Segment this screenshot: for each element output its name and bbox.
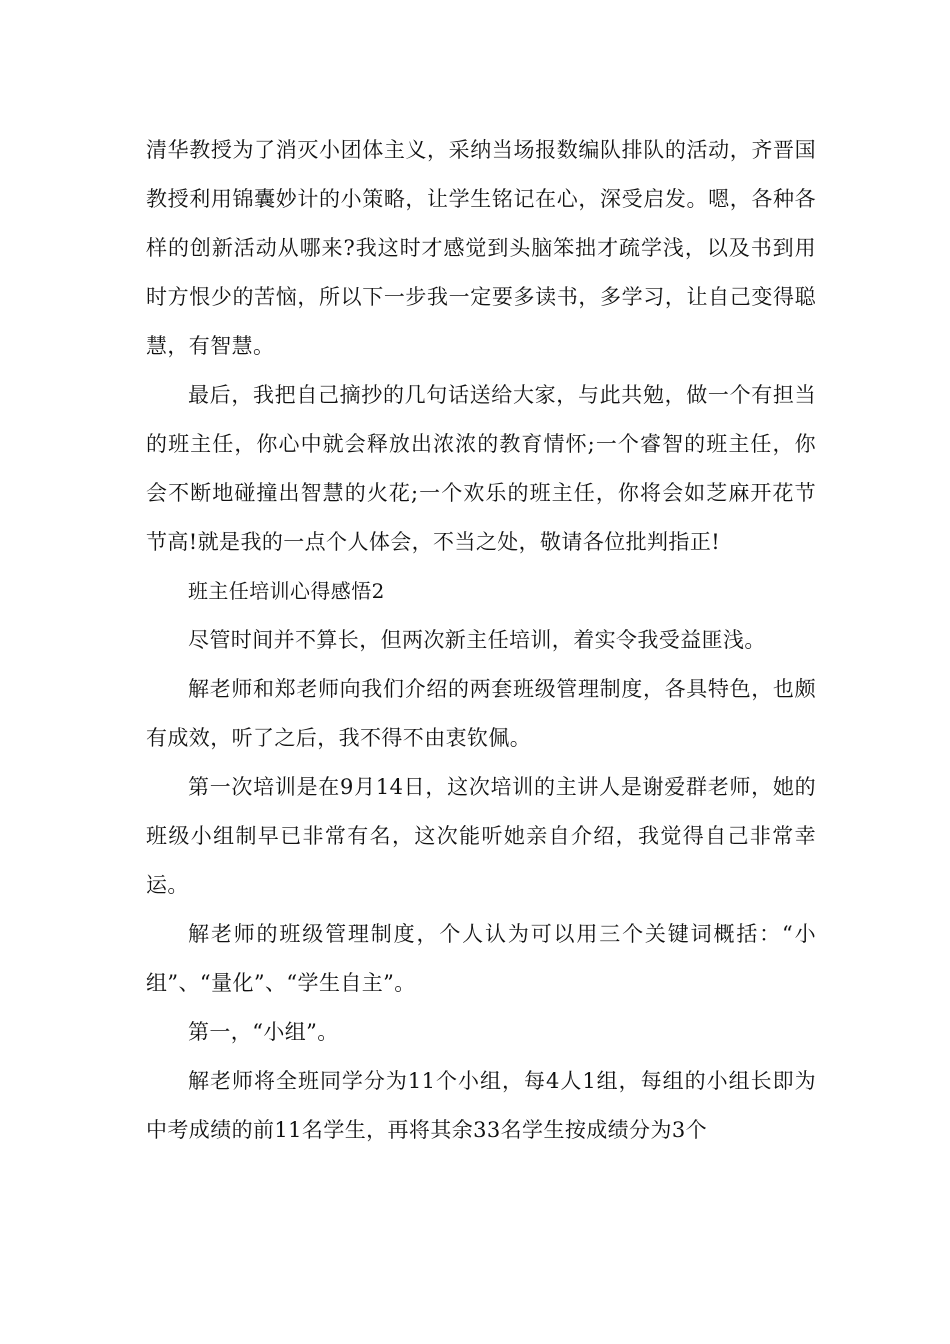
paragraph-intro: 尽管时间并不算长，但两次新主任培训，着实令我受益匪浅。	[188, 628, 766, 652]
paragraph-two-systems: 解老师和郑老师向我们介绍的两套班级管理制度，各具特色，也颇有成效，听了之后，我不得不由衷钦佩。	[146, 677, 816, 750]
paragraph-keywords: 解老师的班级管理制度，个人认为可以用三个关键词概括：“小组”、“量化”、“学生自主”。	[146, 922, 816, 995]
paragraph-first-point: 第一，“小组”。	[188, 1020, 339, 1044]
document-body	[146, 126, 816, 1155]
paragraph-groups-detail: 解老师将全班同学分为11个小组，每4人1组，每组的小组长即为中考成绩的前11名学生，再将其余33名学生按成绩分为3个	[146, 1069, 816, 1142]
section-heading: 班主任培训心得感悟2	[188, 579, 385, 603]
paragraph-first-training: 第一次培训是在9月14日，这次培训的主讲人是谢爱群老师，她的班级小组制早已非常有名，这次能听她亲自介绍，我觉得自己非常幸运。	[146, 775, 816, 897]
paragraph-continuation: 清华教授为了消灭小团体主义，采纳当场报数编队排队的活动，齐晋国教授利用锦囊妙计的小策略，让学生铭记在心，深受启发。嗯，各种各样的创新活动从哪来?我这时才感觉到头脑笨拙才疏学浅，以及书到用时方恨少的苦恼，所以下一步我一定要多读书，多学习，让自己变得聪慧，有智慧。	[146, 138, 816, 358]
paragraph-closing-remarks: 最后，我把自己摘抄的几句话送给大家，与此共勉，做一个有担当的班主任，你心中就会释放出浓浓的教育情怀;一个睿智的班主任，你会不断地碰撞出智慧的火花;一个欢乐的班主任，你将会如芝麻开花节节高!就是我的一点个人体会，不当之处，敬请各位批判指正!	[146, 383, 816, 554]
